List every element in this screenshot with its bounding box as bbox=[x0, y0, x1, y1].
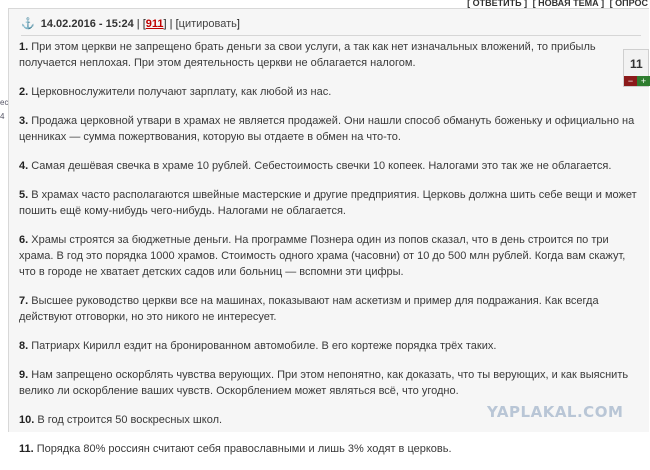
post-paragraph bbox=[19, 367, 644, 399]
paragraph-text: В храмах часто располагаются швейные мастерские и другие предприятия. Церковь должна шить себе вещи и может пошить ещё кому-нибудь чего-нибудь. Налогами не облагается. bbox=[19, 189, 640, 217]
anchor-icon[interactable]: ⚓ bbox=[21, 18, 35, 30]
paragraph-text: Порядка 80% россиян считают себя православными и лишь 3% ходят в церковь. bbox=[33, 443, 452, 455]
new-topic-button[interactable]: [ НОВАЯ ТЕМА ] bbox=[532, 0, 605, 8]
post-date: 14.02.2016 - 15:24 bbox=[40, 18, 134, 30]
paragraph-text: При этом церкви не запрещено брать деньги за свои услуги, а так как нет изначальных вложений, то прибыль получается неплохая. При этом деятельность церкви не облагается налогом. bbox=[19, 41, 599, 69]
post-paragraph bbox=[19, 158, 644, 174]
post-number-link[interactable]: 911 bbox=[145, 18, 164, 30]
paragraph-number: 2. bbox=[19, 86, 29, 98]
paragraph-number: 10. bbox=[19, 414, 35, 426]
left-fragment-number: 4 bbox=[0, 112, 5, 121]
quote-link[interactable]: цитировать bbox=[178, 18, 237, 30]
paragraph-number: 11. bbox=[19, 443, 34, 455]
paragraph-number: 4. bbox=[19, 160, 29, 172]
post-paragraph bbox=[19, 338, 644, 354]
paragraph-text: В год строится 50 воскресных школ. bbox=[34, 414, 223, 426]
post-paragraph bbox=[19, 232, 644, 280]
site-watermark: YAPLAKAL.COM bbox=[487, 403, 624, 421]
vote-down-button[interactable]: − bbox=[624, 76, 637, 86]
reply-button[interactable]: [ ОТВЕТИТЬ ] bbox=[467, 0, 528, 8]
post-meta: ⚓ 14.02.2016 - 15:24 | [911] | [цитировать] bbox=[21, 18, 240, 30]
paragraph-number: 3. bbox=[19, 115, 29, 127]
topic-actions bbox=[464, 0, 648, 8]
paragraph-text: Высшее руководство церкви все на машинах, показывают нам аскетизм и пример для подражания. Как всегда действуют отговорки, но это никого не интересует. bbox=[19, 295, 602, 323]
vote-up-button[interactable]: + bbox=[637, 76, 650, 86]
paragraph-number: 8. bbox=[19, 340, 29, 352]
post-rating bbox=[623, 49, 649, 87]
paragraph-text: Самая дешёвая свечка в храме 10 рублей. Себестоимость свечки 10 копеек. Налогами это так же не облагается. bbox=[28, 160, 612, 172]
paragraph-text: Нам запрещено оскорблять чувства верующих. При этом непонятно, как доказать, что ты верующих, и как выяснить велико ли оскорбление ваших чувств. Оскорблением может являться всё, что угодно. bbox=[19, 369, 632, 397]
left-column-fragment bbox=[0, 98, 8, 126]
post-paragraph bbox=[19, 113, 644, 145]
post-paragraph bbox=[19, 187, 644, 219]
post bbox=[8, 8, 649, 455]
left-fragment-text: ес bbox=[0, 98, 9, 107]
rating-score: 11 bbox=[630, 57, 643, 71]
paragraph-number: 5. bbox=[19, 189, 29, 201]
paragraph-number: 7. bbox=[19, 295, 29, 307]
paragraph-text: Храмы строятся за бюджетные деньги. На программе Познера один из попов сказал, что в день строится по три храма. В год это порядка 1000 храмов. Стоимость одного храма (часовни) от 10 до 500 млн рублей. Когда вам скажут, что в городе не хватает детских садов или больниц — вспомни эти цифры. bbox=[19, 234, 629, 278]
poll-button[interactable]: [ ОПРОС bbox=[609, 0, 648, 8]
post-paragraph bbox=[19, 441, 644, 457]
post-paragraph bbox=[19, 293, 644, 325]
paragraph-text: Патриарх Кирилл ездит на бронированном автомобиле. В его кортеже порядка трёх таких. bbox=[28, 340, 497, 352]
post-paragraph bbox=[19, 39, 644, 71]
paragraph-number: 6. bbox=[19, 234, 29, 246]
meta-separator: | bbox=[169, 18, 173, 30]
post-paragraph bbox=[19, 84, 644, 100]
paragraph-text: Продажа церковной утвари в храмах не является продажей. Они нашли способ обмануть боженьку и официально на ценниках — сумма пожертвования, которую вы отдаете в обмен на что-то. bbox=[19, 115, 638, 143]
divider bbox=[21, 35, 641, 36]
paragraph-text: Церковнослужители получают зарплату, как любой из нас. bbox=[28, 86, 332, 98]
paragraph-number: 9. bbox=[19, 369, 29, 381]
meta-separator: | bbox=[136, 18, 140, 30]
paragraph-number: 1. bbox=[19, 41, 29, 53]
